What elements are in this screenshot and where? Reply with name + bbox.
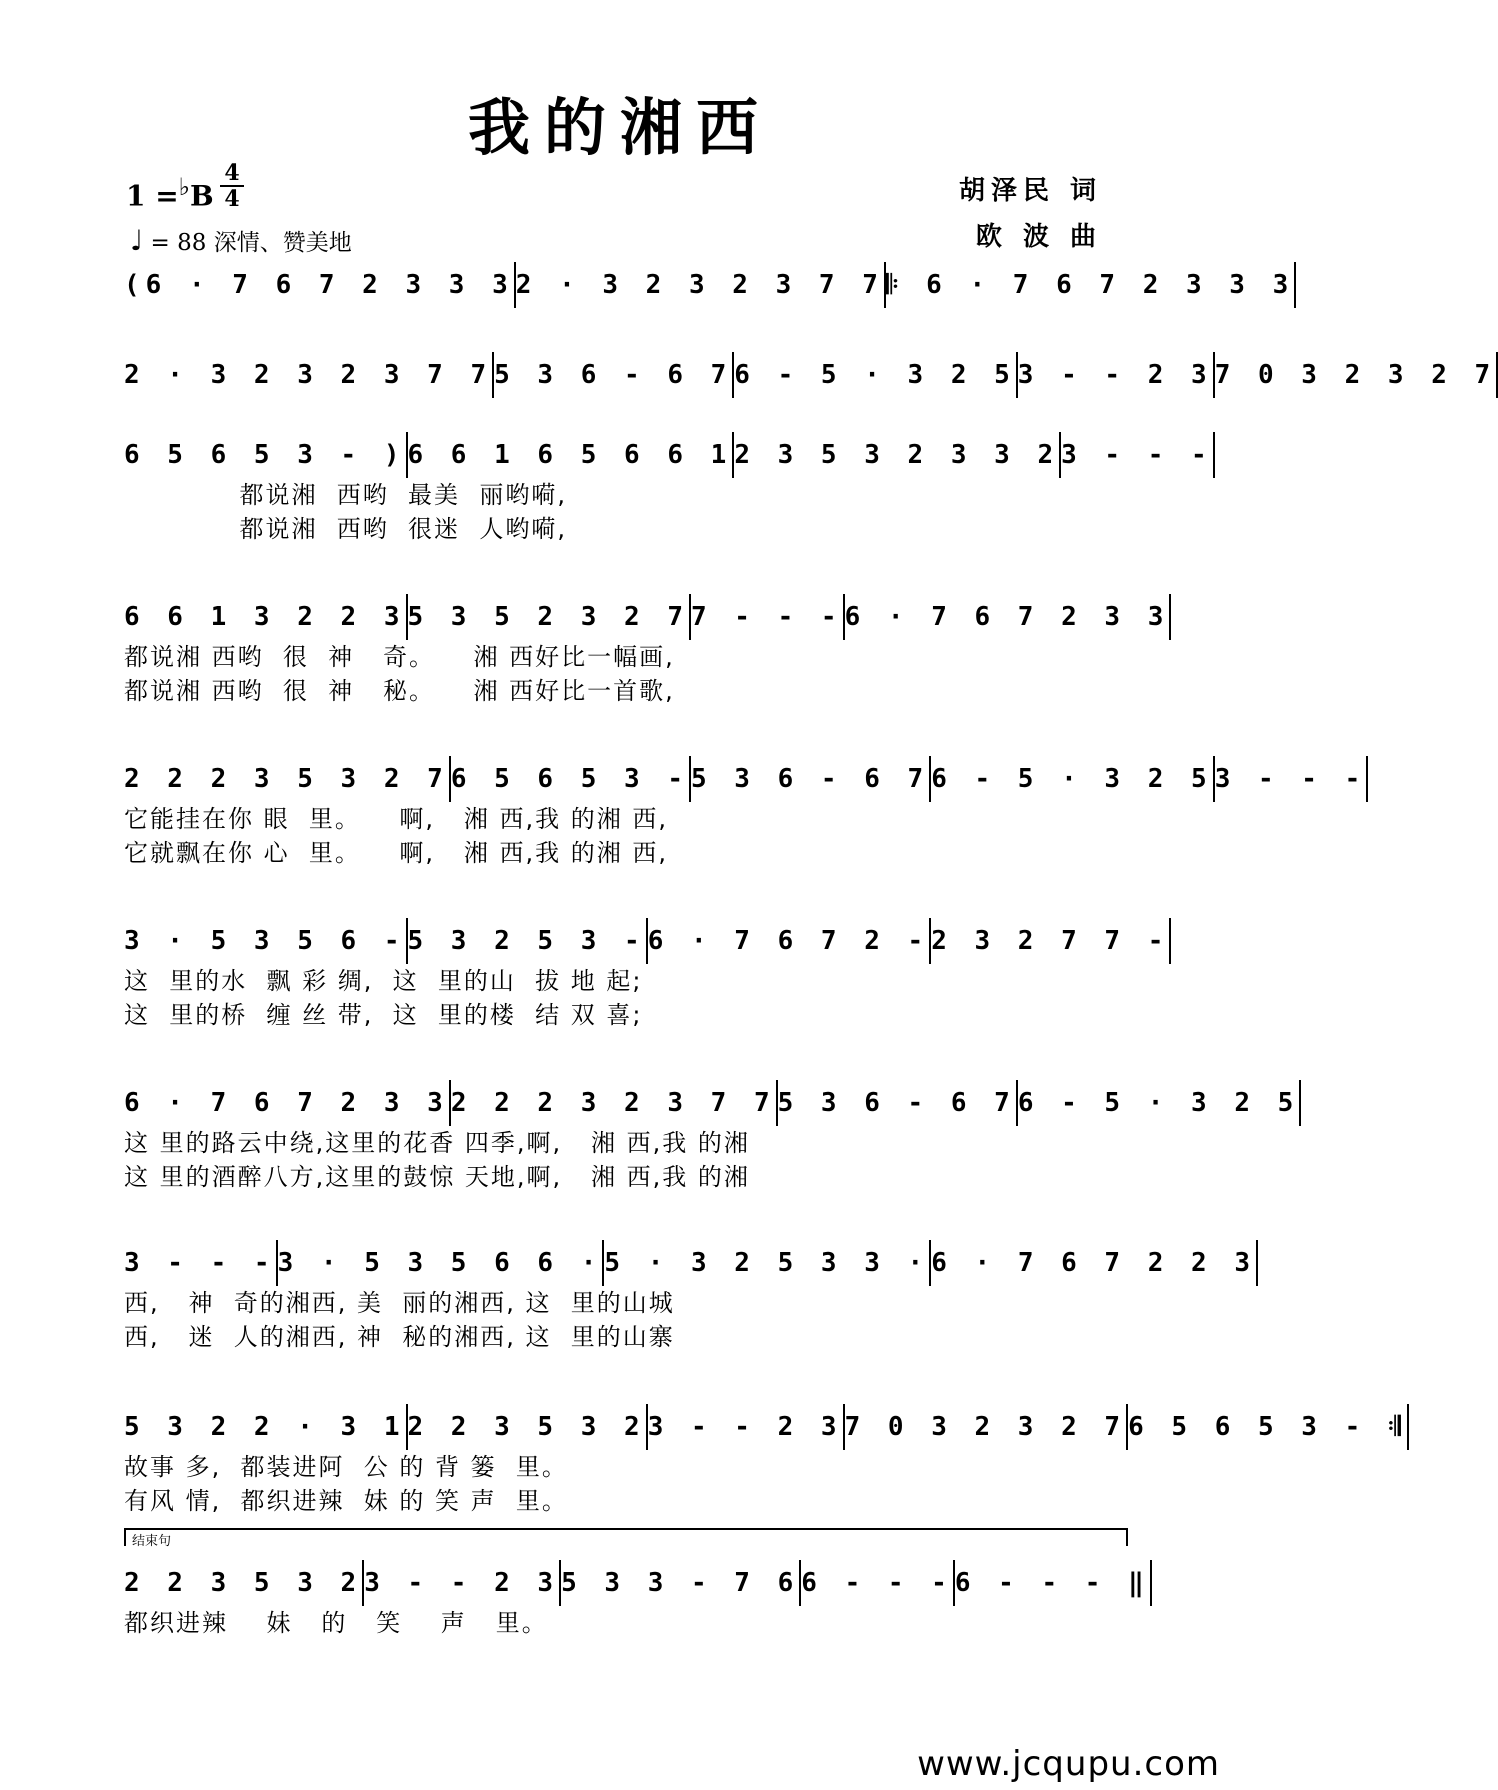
score-system (124, 594, 1170, 708)
lyric-line: 都说湘 西哟 很迷 人哟嗬, (124, 515, 567, 543)
coda-bracket (124, 1528, 1128, 1549)
measure: 3 - - - (1215, 756, 1369, 802)
measure: 2 2 3 5 3 2 (124, 1560, 364, 1606)
measure: 2 3 2 7 7 - (931, 918, 1171, 964)
measure: 6 5 6 5 3 - ) (124, 432, 408, 478)
lyric-line: 这 里的路云中绕,这里的花香 四季,啊, 湘 西,我 的湘 (124, 1129, 750, 1157)
lyric-line: 都说湘 西哟 最美 丽哟嗬, (124, 481, 567, 509)
score-system (124, 352, 1497, 398)
lyric-line: 都说湘 西哟 很 神 秘。 湘 西好比一首歌, (124, 677, 675, 705)
notation-row (124, 262, 1295, 308)
notation-row (124, 594, 1170, 640)
score-system (124, 262, 1295, 308)
measure: 3 - - - (124, 1240, 278, 1286)
measure: 3 - - 2 3 (648, 1404, 845, 1450)
measure: (6 · 7 6 7 2 3 3 3 (124, 262, 516, 308)
credits (959, 168, 1102, 260)
song-title: 我的湘西 (467, 91, 772, 164)
score-system (124, 756, 1367, 870)
measure: 6 · 7 6 7 2 2 3 (931, 1240, 1258, 1286)
measure: 6 · 7 6 7 2 - (648, 918, 932, 964)
score-system (124, 432, 1213, 546)
notation-row (124, 1080, 1300, 1126)
measure: 5 3 2 2 · 3 1 (124, 1404, 408, 1450)
notation-row (124, 918, 1170, 964)
measure: 6 6 1 3 2 2 3 (124, 594, 408, 640)
measure: 6 5 6 5 3 - (451, 756, 691, 802)
notation-row (124, 352, 1497, 398)
notation-row (124, 432, 1213, 478)
measure: 5 3 5 2 3 2 7 (408, 594, 692, 640)
measure: 5 3 6 - 6 7 (778, 1080, 1018, 1126)
score-system (124, 918, 1170, 1032)
measure: 2 2 3 5 3 2 (408, 1404, 648, 1450)
measure: 6 6 1 6 5 6 6 1 (408, 432, 735, 478)
measure: 𝄆 6 · 7 6 7 2 3 3 3 (886, 262, 1296, 308)
tempo-marking: ♩ = 88 深情、赞美地 (130, 224, 352, 257)
lyric-line: 故事 多, 都装进阿 公 的 背 篓 里。 (124, 1453, 568, 1481)
lyric-line: 都织进辣 妹 的 笑 声 里。 (124, 1609, 548, 1637)
measure: 2 2 2 3 5 3 2 7 (124, 756, 451, 802)
lyricist: 胡泽民 词 (958, 176, 1102, 206)
score-system (124, 1404, 1407, 1518)
lyric-line: 有风 情, 都织进辣 妹 的 笑 声 里。 (124, 1487, 568, 1515)
measure: 3 - - - (1061, 432, 1215, 478)
measure: 2 · 3 2 3 2 3 7 7 (124, 352, 494, 398)
measure: 5 3 3 - 7 6 (561, 1560, 801, 1606)
measure: 7 0 3 2 3 2 7 (845, 1404, 1129, 1450)
lyric-line: 这 里的桥 缠 丝 带, 这 里的楼 结 双 喜; (124, 1001, 643, 1029)
measure: 3 · 5 3 5 6 - (124, 918, 408, 964)
measure: 5 · 3 2 5 3 3 · (604, 1240, 931, 1286)
lyric-line: 西, 神 奇的湘西, 美 丽的湘西, 这 里的山城 (124, 1289, 675, 1317)
score-system (124, 1560, 1150, 1640)
key-signature: 1 =♭B (126, 172, 214, 213)
measure: 7 0 3 2 3 2 7 (1215, 352, 1498, 398)
notation-row (124, 1404, 1407, 1450)
notation-row (124, 1240, 1257, 1286)
measure: 5 3 6 - 6 7 (691, 756, 931, 802)
score-system (124, 1080, 1300, 1194)
measure: 5 3 2 5 3 - (408, 918, 648, 964)
lyric-line: 西, 迷 人的湘西, 神 秘的湘西, 这 里的山寨 (124, 1323, 675, 1351)
composer: 欧 波 曲 (975, 222, 1102, 252)
measure: 6 · 7 6 7 2 3 3 (124, 1080, 451, 1126)
measure: 7 - - - (691, 594, 845, 640)
quarter-note-icon: ♩ (130, 224, 144, 257)
notation-row (124, 1560, 1150, 1606)
measure: 3 · 5 3 5 6 6 · (278, 1240, 605, 1286)
measure: 6 - - - ‖ (955, 1560, 1152, 1606)
measure: 2 3 5 3 2 3 3 2 (734, 432, 1061, 478)
measure: 2 2 2 3 2 3 7 7 (451, 1080, 778, 1126)
time-signature: 4 4 (220, 162, 244, 210)
lyric-line: 它就飘在你 心 里。 啊, 湘 西,我 的湘 西, (124, 839, 669, 867)
lyric-line: 这 里的酒醉八方,这里的鼓惊 天地,啊, 湘 西,我 的湘 (124, 1163, 750, 1191)
score-system (124, 1240, 1257, 1354)
measure: 6 - - - (801, 1560, 955, 1606)
measure: 3 - - 2 3 (364, 1560, 561, 1606)
measure: 5 3 6 - 6 7 (494, 352, 734, 398)
lyric-line: 它能挂在你 眼 里。 啊, 湘 西,我 的湘 西, (124, 805, 669, 833)
notation-row (124, 756, 1367, 802)
measure: 3 - - 2 3 (1018, 352, 1215, 398)
measure: 2 · 3 2 3 2 3 7 7 (516, 262, 886, 308)
measure: 6 · 7 6 7 2 3 3 (845, 594, 1172, 640)
watermark: www.jcqupu.com (917, 1744, 1220, 1784)
measure: 6 - 5 · 3 2 5 (931, 756, 1215, 802)
lyric-line: 都说湘 西哟 很 神 奇。 湘 西好比一幅画, (124, 643, 675, 671)
lyric-line: 这 里的水 飘 彩 绸, 这 里的山 拔 地 起; (124, 967, 643, 995)
coda-label: 结束句 (132, 1534, 172, 1549)
measure: 6 - 5 · 3 2 5 (1018, 1080, 1302, 1126)
measure: 6 - 5 · 3 2 5 (734, 352, 1018, 398)
measure: 6 5 6 5 3 - 𝄇 (1128, 1404, 1408, 1450)
